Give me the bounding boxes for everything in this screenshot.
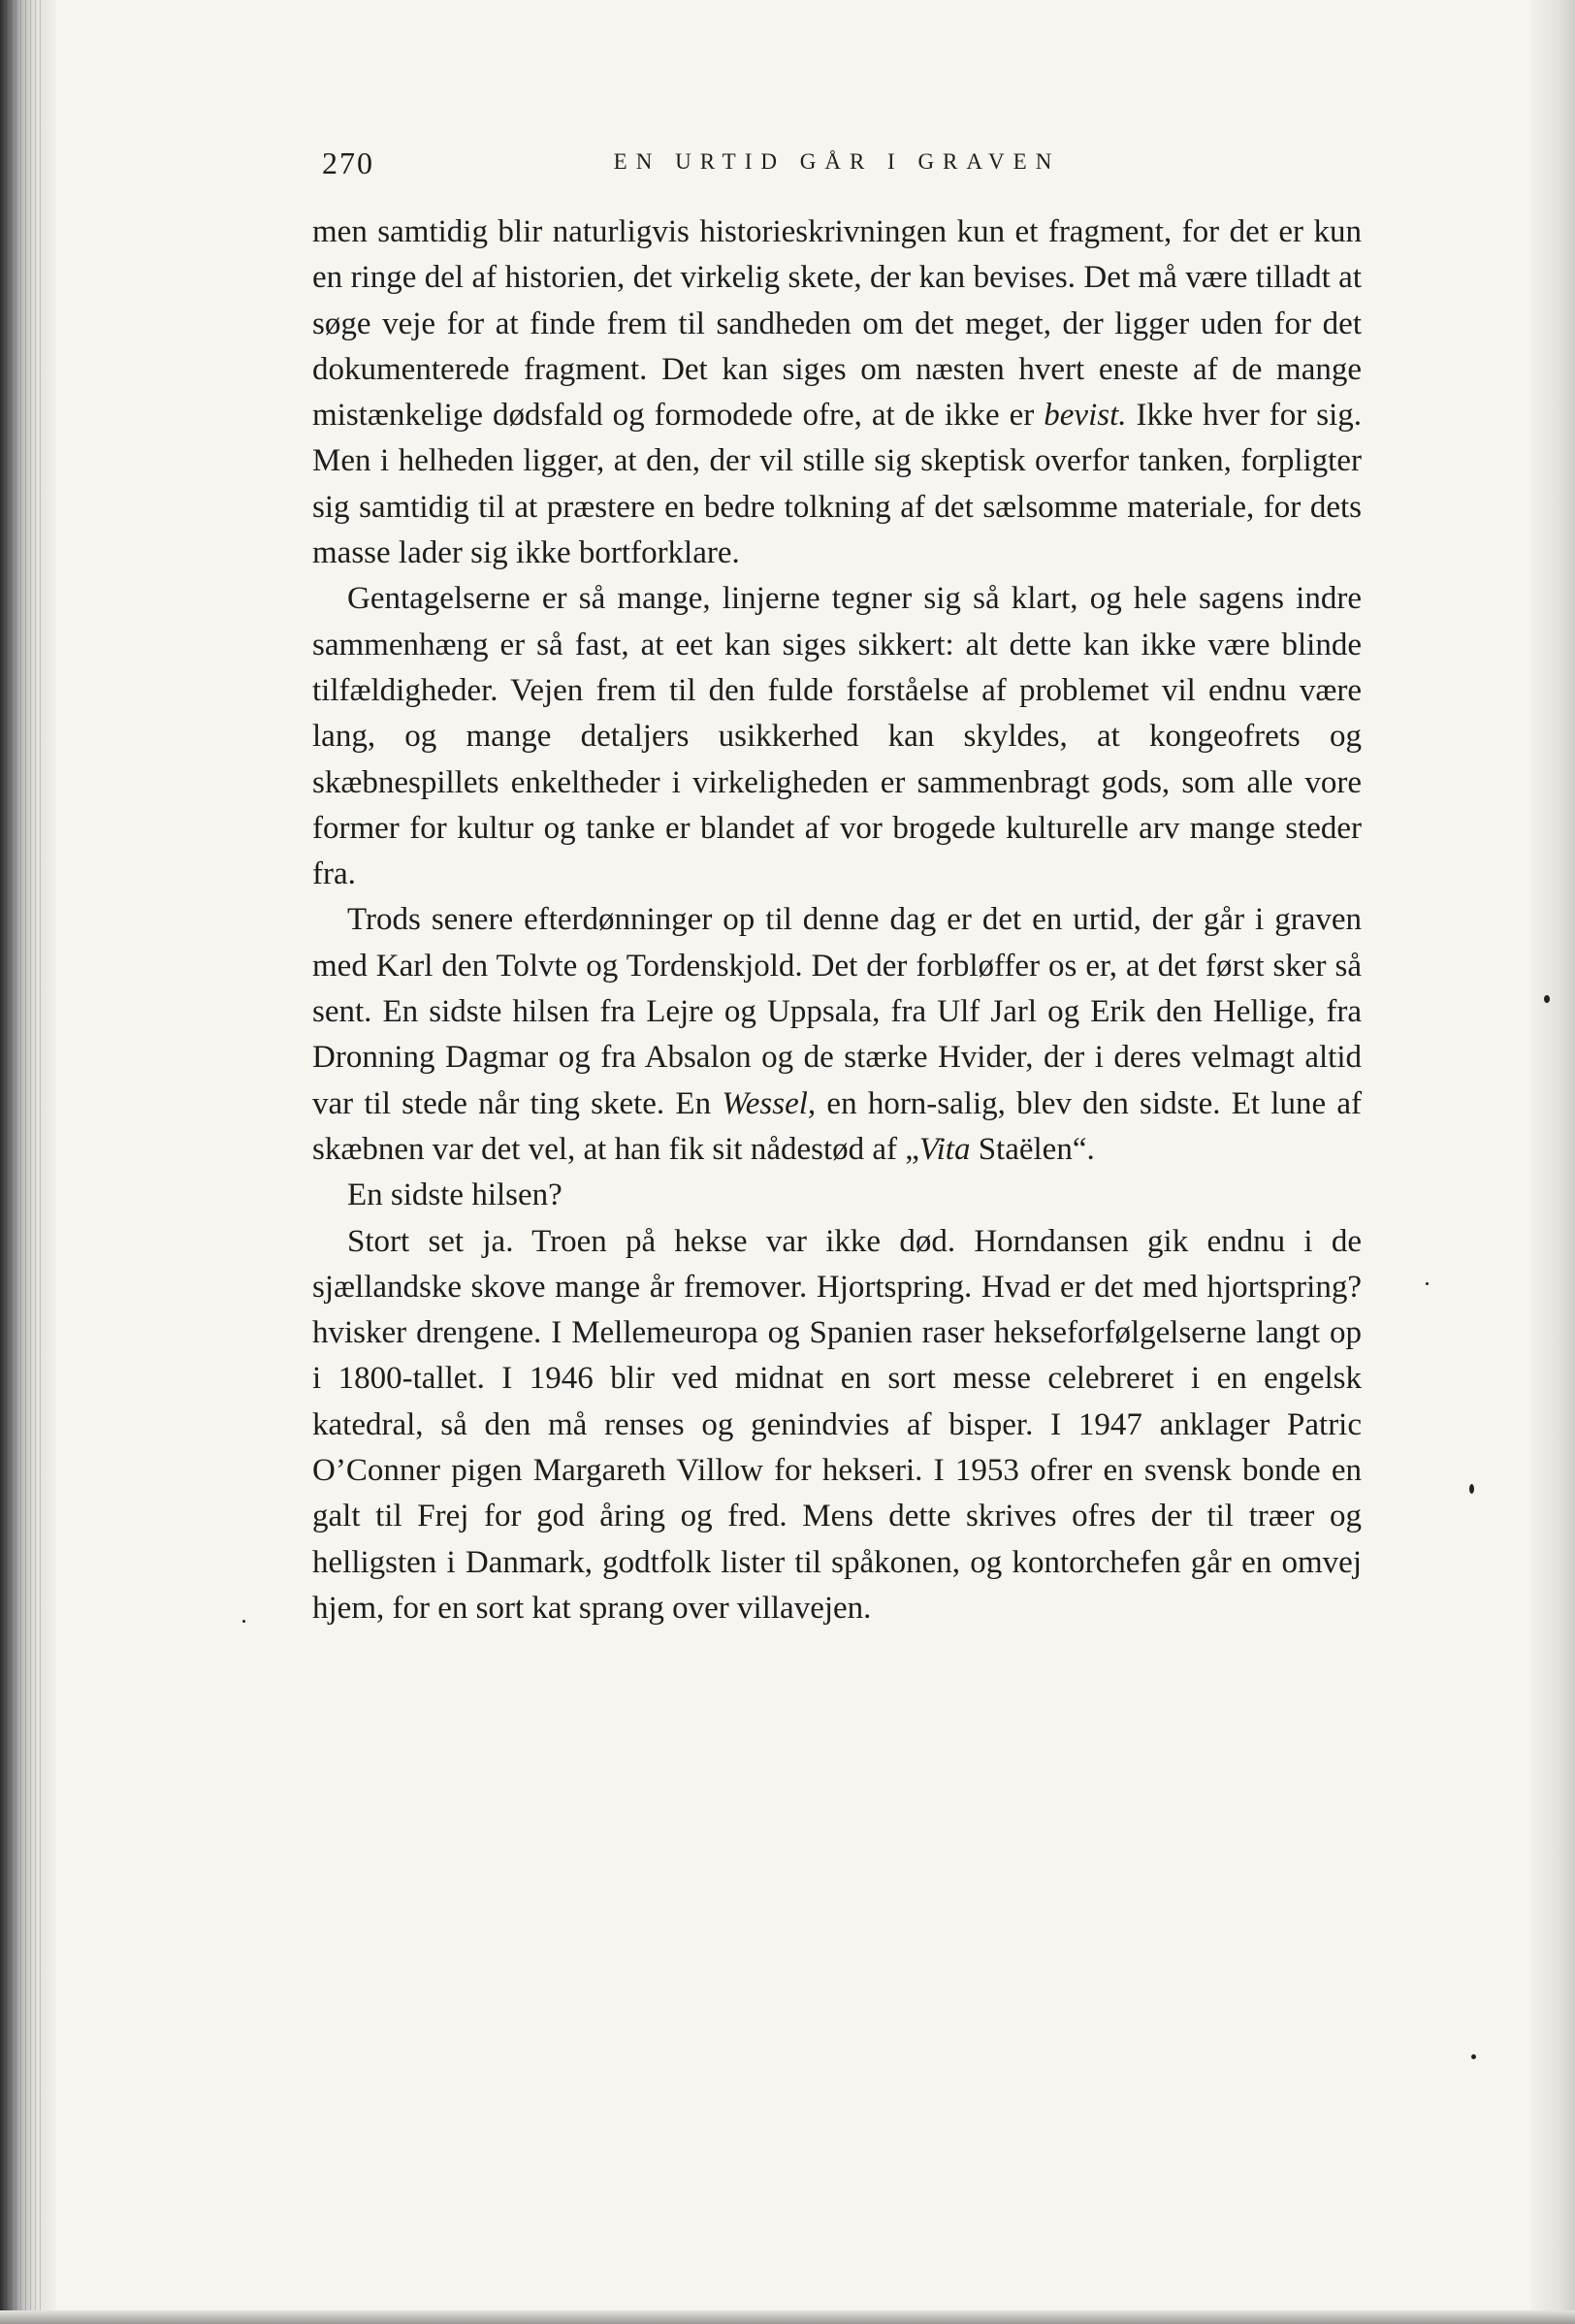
book-page (312, 136, 1362, 1631)
scan-speck (1544, 995, 1550, 1003)
paragraph (312, 576, 1362, 897)
text-run: men samtidig blir naturligvis historieskrivningen kun et fragment, for det er kun en ringe del af historien, det virkelig skete, der kan bevises. Det må være tilladt at søge veje for at finde frem til sandheden om det meget, der ligger uden for det dokumenterede fragment. Det kan siges om næsten hvert eneste af de mange mistænkelige dødsfald og formodede ofre, at de ikke er (312, 214, 1362, 434)
text-run: Trods senere efterdønninger op til denne dag er det en urtid, der går i graven med Karl den Tolvte og Tordenskjold. Det der forbløffer os er, at det først sker så sent. En sidste hilsen fra Lejre og Uppsala, fra Ulf Jarl og Erik den Hellige, fra Dronning Dagmar og fra Absalon og de stærke Hvider, der i deres velmagt altid var til stede når ting skete. En (312, 902, 1362, 1121)
bottom-page-edge (0, 2310, 1575, 2324)
body-text (312, 210, 1362, 1631)
page-number: 270 (322, 145, 374, 180)
paragraph (312, 210, 1362, 576)
italic-text: Vita (918, 1131, 971, 1167)
text-run: Ikke hver for sig. Men i helheden ligger, at den, der vil stille sig skeptisk overfor tanken, forpligter sig samtidig til at præstere en bedre tolkning af det sælsomme materiale, for dets masse lader sig ikke bortforklare. (312, 398, 1362, 571)
scan-speck (1469, 1484, 1474, 1494)
page-stack-edges (6, 0, 45, 2324)
text-run: Staëlen“. (970, 1131, 1095, 1167)
italic-text: Wessel, (722, 1085, 817, 1121)
scan-speck (1426, 1282, 1429, 1285)
page-header (312, 136, 1362, 190)
paragraph (312, 1219, 1362, 1632)
paragraph (312, 897, 1362, 1173)
italic-text: bevist. (1044, 398, 1127, 434)
running-title: EN URTID GÅR I GRAVEN (613, 149, 1061, 174)
scan-speck (1471, 2054, 1476, 2059)
paragraph (312, 1173, 1362, 1218)
text-run: Stort set ja. Troen på hekse var ikke død. Horndansen gik endnu i de sjællandske skove mange år fremover. Hjortspring. Hvad er det med hjortspring? hvisker drengene. I Mellemeuropa og Spanien raser hekseforfølgelserne langt op i 1800-tallet. I 1946 blir ved midnat en sort messe celebreret i en engelsk katedral, så den må renses og genindvies af bisper. I 1947 anklager Patric O’Conner pigen Margareth Villow for hekseri. I 1953 ofrer en svensk bonde en galt til Frej for god åring og fred. Mens dette skrives ofres der til træer og helligsten i Danmark, godtfolk lister til spåkonen, og kontorchefen går en omvej hjem, for en sort kat sprang over villavejen. (312, 1223, 1362, 1626)
scan-speck (242, 1620, 245, 1623)
text-run: En sidste hilsen? (347, 1178, 562, 1213)
text-run: Gentagelserne er så mange, linjerne tegner sig så klart, og hele sagens indre sammenhæng er så fast, at eet kan siges sikkert: alt dette kan ikke være blinde tilfældigheder. Vejen frem til den fulde forståelse af problemet vil endnu være lang, og mange detaljers usikkerhed kan skyldes, at kongeofrets og skæbnespillets enkeltheder i virkeligheden er sammenbragt gods, som alle vore former for kultur og tanke er blandet af vor brogede kulturelle arv mange steder fra. (312, 581, 1362, 892)
text-run: en horn-salig, blev den sidste. Et lune af skæbnen var det vel, at han fik sit nådestød af „ (312, 1085, 1362, 1167)
right-page-edge (1530, 0, 1575, 2324)
